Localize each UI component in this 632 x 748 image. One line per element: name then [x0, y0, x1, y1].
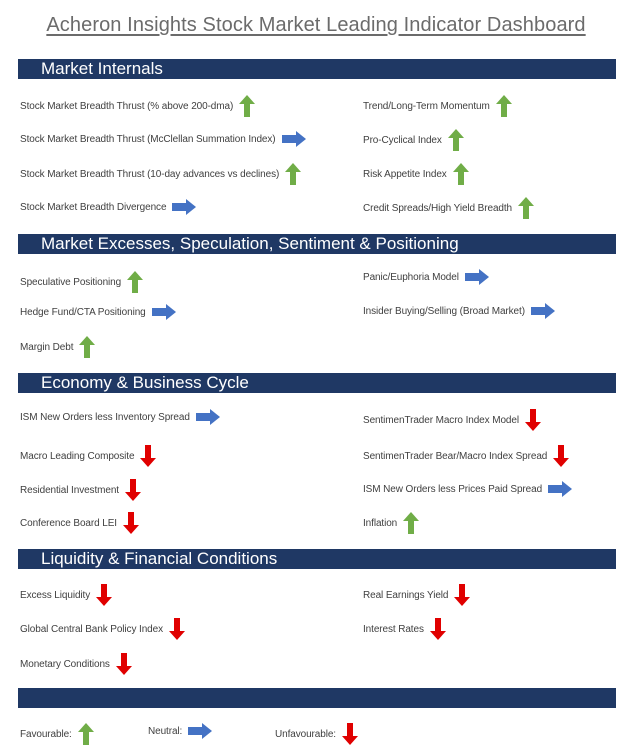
indicator-label: Margin Debt — [20, 341, 74, 353]
indicator-label: SentimenTrader Macro Index Model — [363, 414, 519, 426]
indicator-row — [20, 445, 156, 467]
legend-neutral — [148, 723, 212, 739]
indicator-label: Interest Rates — [363, 623, 424, 635]
indicator-row — [363, 618, 446, 640]
down-arrow-icon — [140, 445, 156, 467]
down-arrow-icon — [454, 584, 470, 606]
up-arrow-icon — [239, 95, 255, 117]
down-arrow-icon — [169, 618, 185, 640]
indicator-row — [363, 481, 572, 497]
indicator-label: Stock Market Breadth Thrust (McClellan Summation Index) — [20, 133, 276, 145]
indicator-row — [363, 95, 512, 117]
indicator-row — [20, 336, 95, 358]
indicator-label: Stock Market Breadth Thrust (10-day advances vs declines) — [20, 168, 280, 180]
right-arrow-icon — [531, 303, 555, 319]
indicator-row — [20, 653, 132, 675]
indicator-row — [20, 479, 141, 501]
indicator-label: ISM New Orders less Prices Paid Spread — [363, 483, 543, 495]
indicator-label: Trend/Long-Term Momentum — [363, 100, 490, 112]
legend-label: Neutral: — [148, 725, 183, 737]
down-arrow-icon — [553, 445, 569, 467]
indicator-row — [20, 271, 143, 293]
up-arrow-icon — [285, 163, 301, 185]
indicator-row — [363, 445, 569, 467]
indicator-row — [363, 163, 469, 185]
indicator-row — [20, 512, 139, 534]
indicator-label: ISM New Orders less Inventory Spread — [20, 411, 190, 423]
right-arrow-icon — [548, 481, 572, 497]
indicator-row — [20, 131, 306, 147]
down-arrow-icon — [525, 409, 541, 431]
up-arrow-icon — [403, 512, 419, 534]
indicator-label: Panic/Euphoria Model — [363, 271, 459, 283]
right-arrow-icon — [188, 723, 212, 739]
indicator-label: Stock Market Breadth Thrust (% above 200-dma) — [20, 100, 234, 112]
right-arrow-icon — [172, 199, 196, 215]
section-header-liquidity: Liquidity & Financial Conditions — [18, 549, 616, 569]
right-arrow-icon — [465, 269, 489, 285]
down-arrow-icon — [116, 653, 132, 675]
indicator-row — [20, 584, 112, 606]
indicator-row — [363, 409, 541, 431]
indicator-label: Excess Liquidity — [20, 589, 91, 601]
right-arrow-icon — [282, 131, 306, 147]
indicator-label: Insider Buying/Selling (Broad Market) — [363, 305, 525, 317]
indicator-label: Hedge Fund/CTA Positioning — [20, 306, 146, 318]
legend-label: Favourable: — [20, 728, 72, 740]
indicator-label: Macro Leading Composite — [20, 450, 135, 462]
down-arrow-icon — [125, 479, 141, 501]
up-arrow-icon — [453, 163, 469, 185]
indicator-row — [363, 512, 419, 534]
indicator-label: Credit Spreads/High Yield Breadth — [363, 202, 513, 214]
indicator-label: SentimenTrader Bear/Macro Index Spread — [363, 450, 548, 462]
indicator-row — [20, 304, 176, 320]
indicator-row — [20, 618, 185, 640]
page-title: Acheron Insights Stock Market Leading Indicator Dashboard — [46, 14, 586, 36]
indicator-row — [363, 197, 534, 219]
indicator-label: Global Central Bank Policy Index — [20, 623, 163, 635]
down-arrow-icon — [96, 584, 112, 606]
up-arrow-icon — [79, 336, 95, 358]
indicator-label: Conference Board LEI — [20, 517, 117, 529]
up-arrow-icon — [448, 129, 464, 151]
indicator-label: Real Earnings Yield — [363, 589, 449, 601]
section-header-economy: Economy & Business Cycle — [18, 373, 616, 393]
indicator-row — [20, 199, 196, 215]
indicator-row — [363, 584, 470, 606]
up-arrow-icon — [127, 271, 143, 293]
section-header-market-internals: Market Internals — [18, 59, 616, 79]
section-header-blank — [18, 688, 616, 708]
up-arrow-icon — [518, 197, 534, 219]
down-arrow-icon — [342, 723, 358, 745]
down-arrow-icon — [123, 512, 139, 534]
indicator-label: Residential Investment — [20, 484, 119, 496]
indicator-label: Speculative Positioning — [20, 276, 122, 288]
indicator-label: Pro-Cyclical Index — [363, 134, 442, 146]
up-arrow-icon — [78, 723, 94, 745]
right-arrow-icon — [152, 304, 176, 320]
section-header-market-excesses: Market Excesses, Speculation, Sentiment & Positioning — [18, 234, 616, 254]
indicator-label: Risk Appetite Index — [363, 168, 447, 180]
indicator-row — [20, 95, 255, 117]
indicator-row — [363, 129, 464, 151]
indicator-row — [363, 303, 555, 319]
indicator-label: Inflation — [363, 517, 398, 529]
legend-unfavourable — [275, 723, 358, 745]
down-arrow-icon — [430, 618, 446, 640]
indicator-label: Monetary Conditions — [20, 658, 110, 670]
up-arrow-icon — [496, 95, 512, 117]
legend-favourable — [20, 723, 94, 745]
indicator-label: Stock Market Breadth Divergence — [20, 201, 167, 213]
indicator-row — [363, 269, 489, 285]
right-arrow-icon — [196, 409, 220, 425]
indicator-row — [20, 409, 220, 425]
indicator-row — [20, 163, 301, 185]
legend-label: Unfavourable: — [275, 728, 336, 740]
